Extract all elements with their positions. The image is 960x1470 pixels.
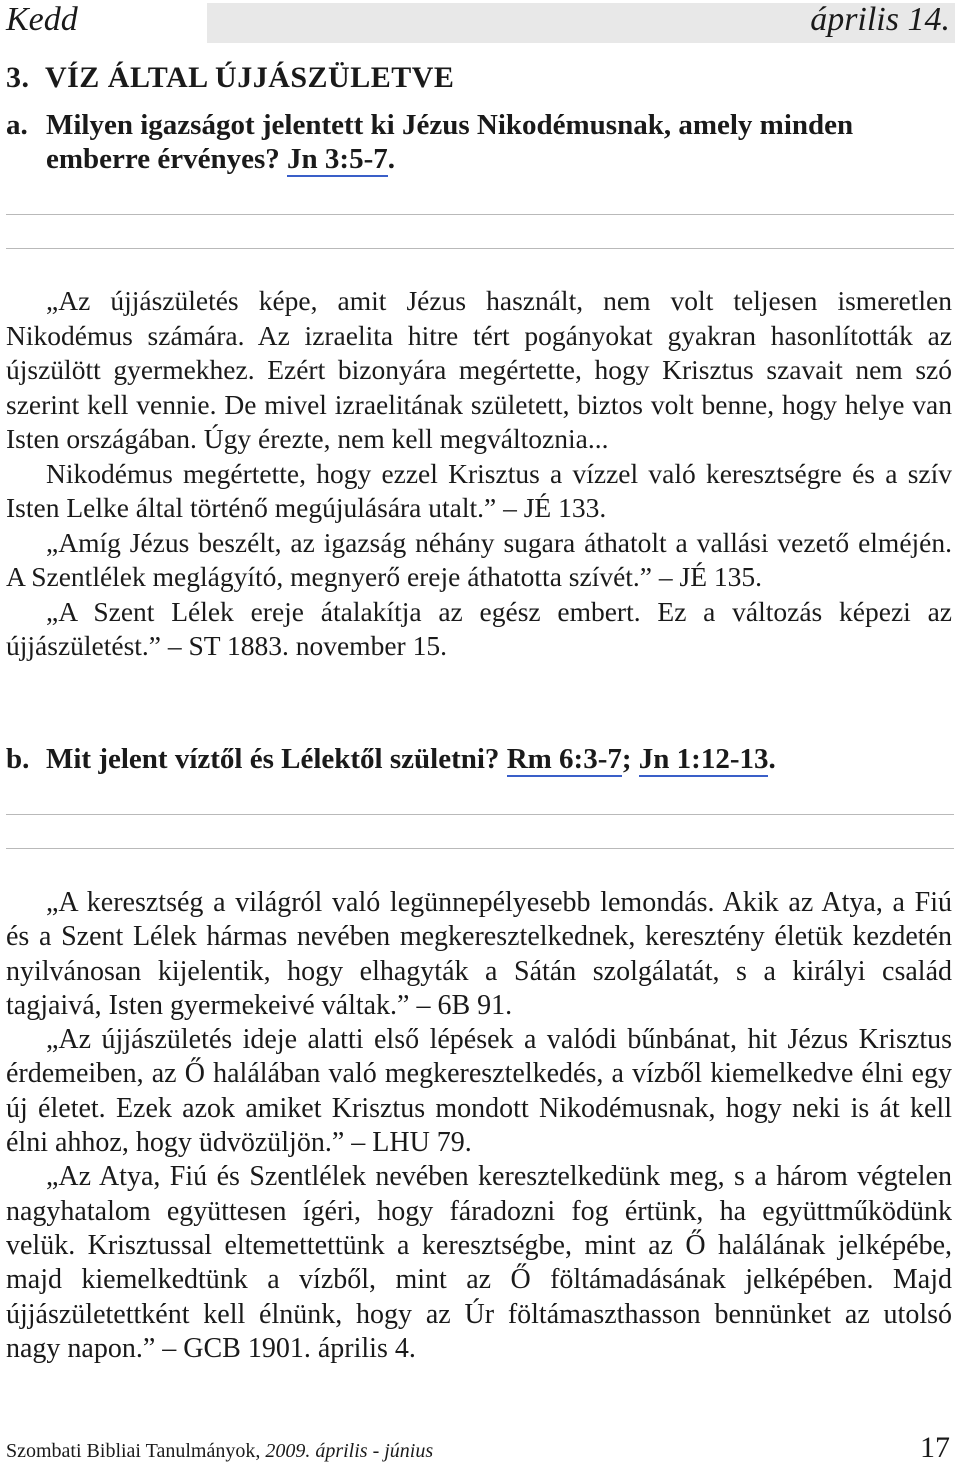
footer-title (6, 1436, 433, 1466)
quote-paragraph: „Amíg Jézus beszélt, az igazság néhány sugara áthatolt a vallási vezető elméjén. A Szentlélek meglágyító, megnyerő ereje áthatotta szívét.” – JÉ 135. (6, 526, 952, 592)
question-b-text: Mit jelent víztől és Lélektől születni? (46, 743, 500, 775)
footer-book-title: Szombati Bibliai Tanulmányok, (6, 1440, 266, 1462)
bible-ref-rm-6-3-7[interactable]: Rm 6:3-7 (506, 743, 622, 775)
bible-ref-jn-3-5-7[interactable]: Jn 3:5-7 (287, 143, 388, 175)
question-a (6, 108, 954, 176)
quote-paragraph: „A Szent Lélek ereje átalakítja az egész embert. Ez a változás képezi az újjászületést.” – ST 1883. november 15. (6, 595, 952, 661)
question-a-text-line2: emberre érvényes? (46, 143, 280, 175)
bible-ref-jn-1-12-13[interactable]: Jn 1:12-13 (638, 743, 769, 775)
question-b-end: . (768, 743, 776, 775)
footer-period: április - június (310, 1440, 434, 1462)
question-b-label: b. (6, 743, 30, 775)
section-title: 3. VÍZ ÁLTAL ÚJJÁSZÜLETVE (6, 61, 455, 94)
question-a-end: . (387, 143, 395, 175)
answer-line[interactable] (6, 848, 954, 849)
quotes-a (6, 284, 952, 664)
question-b (6, 742, 954, 776)
answer-line[interactable] (6, 814, 954, 815)
header-day: Kedd (6, 1, 78, 38)
quotes-b (6, 886, 952, 1366)
answer-line[interactable] (6, 214, 954, 215)
answer-line[interactable] (6, 248, 954, 249)
footer-year: 2009. (265, 1440, 311, 1462)
question-a-label: a. (6, 109, 28, 141)
quote-paragraph: Nikodémus megértette, hogy ezzel Krisztus a vízzel való keresztségre és a szív Isten Lelke által történő megújulására utalt.” – JÉ 133. (6, 457, 952, 523)
question-a-text-line1: Milyen igazságot jelentett ki Jézus Nikodémusnak, amely minden (46, 109, 854, 141)
quote-paragraph: „Az Atya, Fiú és Szentlélek nevében keresztelkedünk meg, s a három végtelen nagyhatalom együttesen ígéri, hogy fáradozni fog értünk, ha együttműködünk velük. Krisztussal eltemettettünk a keresztségbe, mint az Ő halálának jelképébe, majd kiemelkedtünk a vízből, mint az Ő föltámadásának jelképében. Majd újjászületettként kell élnünk, hogy az Úr föltámaszthasson bennünket az utolsó nagy napon.” – GCB 1901. április 4. (6, 1161, 952, 1364)
quote-paragraph: „Az újjászületés képe, amit Jézus használt, nem volt teljesen ismeretlen Nikodémus számára. Az izraelita hitre tért pogányokat gyakran hasonlították az újszülött gyermekhez. Ezért bizonyára megértette, hogy Krisztus szavait nem szó szerint kell vennie. De mivel izraelitának született, biztos volt benne, hogy helye van Isten országában. Úgy érezte, nem kell megváltoznia... (6, 285, 952, 454)
page-number: 17 (920, 1431, 950, 1464)
question-b-separator: ; (621, 743, 632, 775)
quote-paragraph: „Az újjászületés ideje alatti első lépések a valódi bűnbánat, hit Jézus Krisztus érdemeiben, az Ő halálában való megkeresztelkedés, a vízből kiemelkedve élni egy új életet. Ezek azok amiket Krisztus mondott Nikodémusnak, hogy neki is át kell élni ahhoz, hogy üdvözüljön.” – LHU 79. (6, 1024, 952, 1159)
quote-paragraph: „A keresztség a világról való legünnepélyesebb lemondás. Akik az Atya, a Fiú és a Szent Lélek hármas nevében megkeresztelkednek, keresztény életük kezdetén nyilvánosan kijelentik, hogy elhagyták a Sátán szolgálatát, s a királyi család tagjaivá, Isten gyermekeivé váltak.” – 6B 91. (6, 887, 952, 1021)
header-date: április 14. (810, 1, 950, 38)
